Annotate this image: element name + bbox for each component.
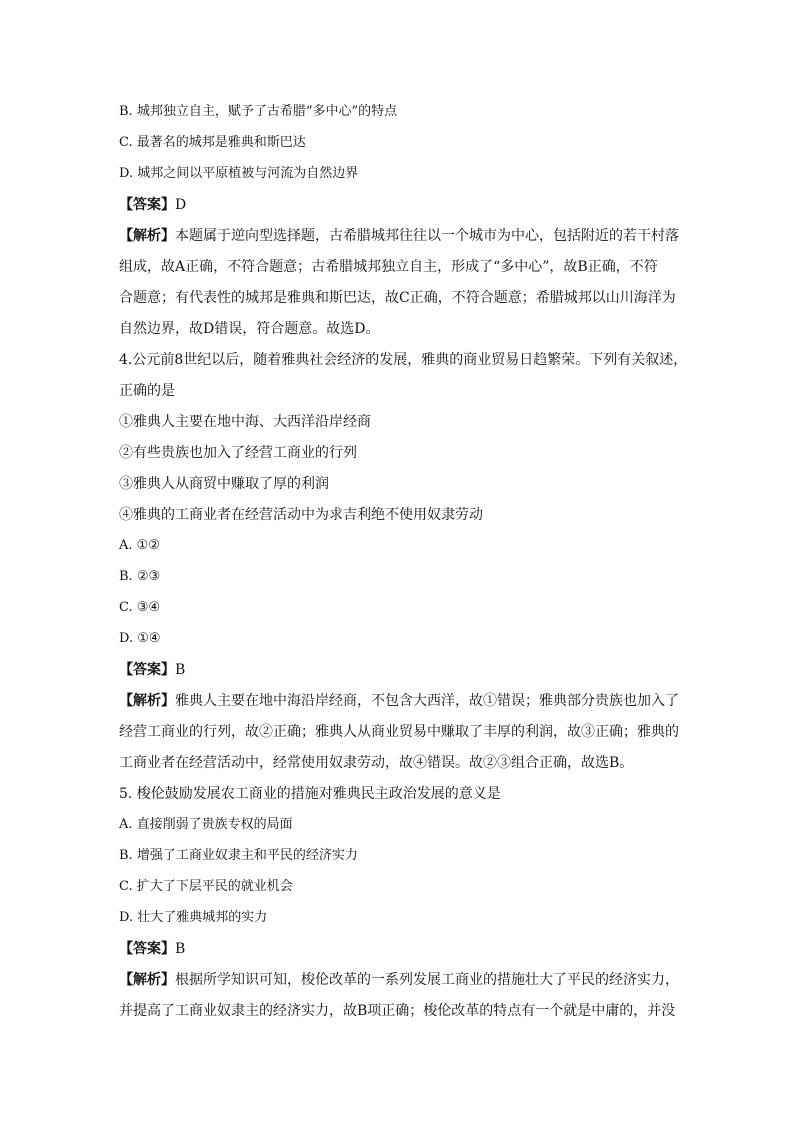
- answer-value: B: [175, 941, 186, 957]
- option-c-q3: C. 最著名的城邦是雅典和斯巴达: [119, 135, 306, 150]
- answer-value: B: [175, 662, 186, 678]
- answer-line-q4: [119, 660, 185, 680]
- analysis-text-line: 并提高了工商业奴隶主的经济实力，故B项正确；梭伦改革的特点有一个就是中庸的，并没: [119, 1003, 676, 1019]
- analysis-line-q3: [119, 226, 679, 246]
- analysis-tag: 【解析】: [119, 693, 175, 709]
- answer-tag: 【答案】: [119, 197, 175, 213]
- analysis-tag: 【解析】: [119, 228, 175, 244]
- option-c-q5: C. 扩大了下层平民的就业机会: [119, 879, 293, 894]
- option-d-q5: D. 壮大了雅典城邦的实力: [119, 910, 268, 925]
- answer-line-q3: [119, 195, 186, 215]
- analysis-text-line: 工商业者在经营活动中，经常使用奴隶劳动，故④错误。故②③组合正确，故选B。: [119, 755, 634, 771]
- statement-2: ②有些贵族也加入了经营工商业的行列: [119, 445, 357, 461]
- answer-line-q5: [119, 939, 185, 959]
- analysis-text: 本题属于逆向型选择题，古希腊城邦往往以一个城市为中心，包括附近的若干村落: [175, 228, 679, 244]
- question-5-stem: 5. 梭伦鼓励发展农工商业的措施对雅典民主政治发展的意义是: [119, 786, 501, 802]
- analysis-line-q5: [119, 970, 679, 990]
- option-d-q4: D. ①④: [119, 631, 161, 646]
- answer-tag: 【答案】: [119, 662, 175, 678]
- analysis-text: 雅典人主要在地中海沿岸经商，不包含大西洋，故①错误；雅典部分贵族也加入了: [175, 693, 679, 709]
- option-b-q3: B. 城邦独立自主，赋予了古希腊“多中心”的特点: [119, 104, 398, 119]
- analysis-text: 根据所学知识可知，梭伦改革的一系列发展工商业的措施壮大了平民的经济实力，: [175, 972, 679, 988]
- answer-value: D: [175, 197, 187, 213]
- option-a-q5: A. 直接削弱了贵族专权的局面: [119, 817, 293, 832]
- statement-1: ①雅典人主要在地中海、大西洋沿岸经商: [119, 414, 371, 430]
- option-b-q5: B. 增强了工商业奴隶主和平民的经济实力: [119, 848, 358, 863]
- answer-tag: 【答案】: [119, 941, 175, 957]
- analysis-text-line: 组成，故A正确，不符合题意；古希腊城邦独立自主，形成了“多中心”，故B正确，不符: [119, 259, 658, 275]
- analysis-text-line: 经营工商业的行列，故②正确；雅典人从商业贸易中赚取了丰厚的利润，故③正确；雅典的: [119, 724, 679, 740]
- analysis-line-q4: [119, 691, 679, 711]
- analysis-text-line: 合题意；有代表性的城邦是雅典和斯巴达，故C正确，不符合题意；希腊城邦以山川海洋为: [119, 290, 676, 306]
- statement-4: ④雅典的工商业者在经营活动中为求吉利绝不使用奴隶劳动: [119, 507, 483, 523]
- statement-3: ③雅典人从商贸中赚取了厚的利润: [119, 476, 329, 492]
- option-d-q3: D. 城邦之间以平原植被与河流为自然边界: [119, 166, 359, 181]
- option-b-q4: B. ②③: [119, 569, 161, 584]
- question-4-stem: 4.公元前8世纪以后，随着雅典社会经济的发展，雅典的商业贸易日趋繁荣。下列有关叙述，: [119, 352, 688, 368]
- question-4-stem-cont: 正确的是: [119, 383, 175, 399]
- analysis-tag: 【解析】: [119, 972, 175, 988]
- option-c-q4: C. ③④: [119, 600, 161, 615]
- option-a-q4: A. ①②: [119, 538, 160, 553]
- analysis-text-line: 自然边界，故D错误，符合题意。故选D。: [119, 321, 380, 337]
